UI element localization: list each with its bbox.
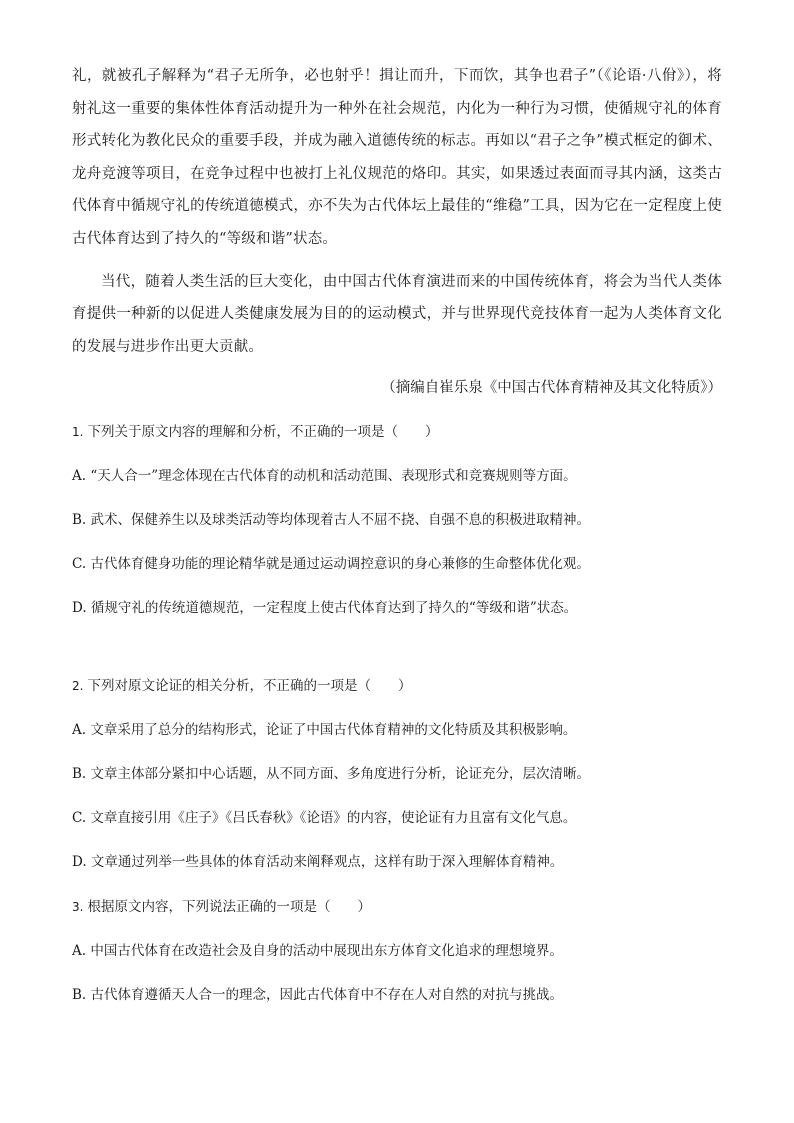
question-1-option-c: C. 古代体育健身功能的理论精华就是通过运动调控意识的身心兼修的生命整体优化观。	[72, 556, 590, 573]
question-1-option-b: B. 武术、保健养生以及球类活动等均体现着古人不屈不挠、自强不息的积极进取精神。	[72, 512, 591, 529]
question-2-number: 2.	[72, 679, 84, 694]
passage-source: （摘编自崔乐泉《中国古代体育精神及其文化特质》）	[381, 380, 722, 397]
question-1-text: 下列关于原文内容的理解和分析，不正确的一项是（ ）	[87, 424, 439, 441]
question-3	[72, 890, 722, 1012]
passage-paragraph-1: 礼，就被孔子解释为“君子无所争，必也射乎！揖让而升，下而饮，其争也君子”（《论语·八佾》），将射礼这一重要的集体性体育活动提升为一种外在社会规范，内化为一种行为习惯，使循规守礼的体育形式转化为教化民众的重要手段，并成为融入道德传统的标志。再如以“君子之争”模式框定的御术、龙舟竞渡等项目，在竞争过程中也被打上礼仪规范的烙印。其实，如果透过表面而寻其内涵，这类古代体育中循规守礼的传统道德模式，亦不失为古代体坛上最佳的“维稳”工具，因为它在一定程度上使古代体育达到了持久的“等级和谐”状态。	[72, 68, 722, 247]
question-2-text: 下列对原文论证的相关分析，不正确的一项是（ ）	[87, 678, 412, 695]
question-3-option-a: A. 中国古代体育在改造社会及自身的活动中展现出东方体育文化追求的理想境界。	[72, 943, 563, 960]
document-page	[72, 60, 722, 1012]
question-1	[72, 415, 722, 625]
question-2-option-c: C. 文章直接引用《庄子》《吕氏春秋》《论语》的内容，使论证有力且富有文化气息。	[72, 810, 577, 827]
question-1-option-a: A. “天人合一”理念体现在古代体育的动机和活动范围、表现形式和竞赛规则等方面。	[72, 468, 577, 485]
question-1-number: 1.	[72, 425, 84, 440]
question-1-option-d: D. 循规守礼的传统道德规范，一定程度上使古代体育达到了持久的“等级和谐”状态。	[72, 600, 578, 617]
question-3-stem	[72, 890, 722, 924]
question-1-stem	[72, 415, 722, 449]
question-2	[72, 669, 722, 879]
passage-paragraph-2: 当代，随着人类生活的巨大变化，由中国古代体育演进而来的中国传统体育，将会为当代人类体育提供一种新的以促进人类健康发展为目的的运动模式，并与世界现代竞技体育一起为人类体育文化的发展与进步作出更大贡献。	[72, 273, 722, 355]
question-3-text: 根据原文内容，下列说法正确的一项是（ ）	[87, 899, 371, 916]
question-3-option-b: B. 古代体育遵循天人合一的理念，因此古代体育中不存在人对自然的对抗与挑战。	[72, 987, 564, 1004]
question-2-stem	[72, 669, 722, 703]
question-2-option-b: B. 文章主体部分紧扣中心话题，从不同方面、多角度进行分析，论证充分，层次清晰。	[72, 766, 591, 783]
question-2-option-d: D. 文章通过列举一些具体的体育活动来阐释观点，这样有助于深入理解体育精神。	[72, 854, 564, 871]
question-2-option-a: A. 文章采用了总分的结构形式，论证了中国古代体育精神的文化特质及其积极影响。	[72, 722, 577, 739]
question-3-number: 3.	[72, 900, 84, 915]
